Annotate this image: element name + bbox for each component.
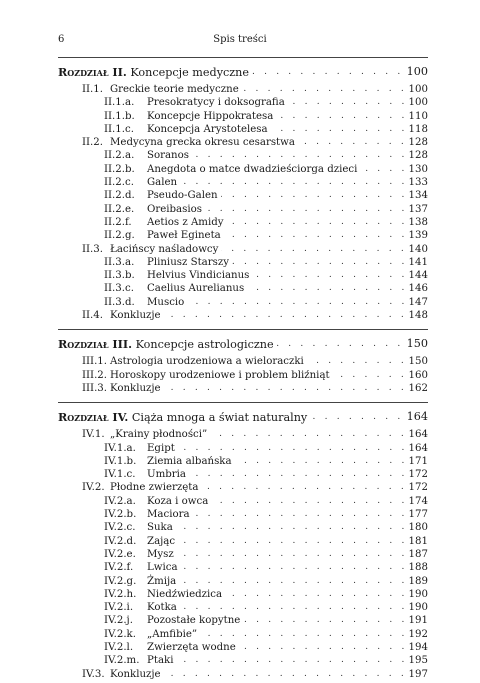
toc-section[interactable] xyxy=(58,243,428,256)
entry-code: IV.2.c. xyxy=(104,522,136,534)
entry-code: III.1. xyxy=(82,356,108,368)
entry-code: IV.2.f. xyxy=(104,562,134,574)
entry-page-number: 100 xyxy=(406,96,428,109)
entry-code: IV.2.k. xyxy=(104,628,136,640)
toc-subsection[interactable] xyxy=(58,229,428,242)
chapter-page-number: 150 xyxy=(404,336,428,352)
toc-subsection[interactable] xyxy=(58,163,428,176)
entry-code: III.2. xyxy=(82,369,108,381)
entry-title: Greckie teorie medyczne xyxy=(110,83,242,96)
toc-section[interactable] xyxy=(58,428,428,441)
chapter-heading xyxy=(58,409,310,426)
entry-page-number: 177 xyxy=(406,508,428,521)
toc-chapter[interactable] xyxy=(58,336,428,352)
toc-subsection[interactable] xyxy=(58,508,428,521)
chapter-label: Rozdział IV. xyxy=(58,410,129,425)
dot-leader xyxy=(147,575,428,588)
toc-subsection[interactable] xyxy=(58,468,428,481)
entry-page-number: 194 xyxy=(406,641,428,654)
toc-section[interactable] xyxy=(58,369,428,382)
entry-title: Pliniusz Starszy xyxy=(147,256,232,269)
entry-code: II.3.d. xyxy=(104,296,135,308)
toc-subsection[interactable] xyxy=(58,189,428,202)
entry-code: IV.3. xyxy=(82,668,105,680)
entry-code: IV.2.m. xyxy=(104,655,140,667)
toc-subsection[interactable] xyxy=(58,654,428,667)
dot-leader xyxy=(147,535,428,548)
entry-code: II.2.e. xyxy=(104,203,135,215)
toc-section[interactable] xyxy=(58,136,428,149)
running-title: Spis treści xyxy=(213,34,267,45)
entry-code: II.1.b. xyxy=(104,110,135,122)
entry-page-number: 181 xyxy=(406,535,428,548)
chapter-label: Rozdział II. xyxy=(58,65,127,79)
entry-code: IV.2.b. xyxy=(104,509,137,521)
toc-section[interactable] xyxy=(58,382,428,395)
entry-page-number: 195 xyxy=(406,654,428,667)
entry-page-number: 146 xyxy=(406,282,428,295)
entry-code: IV.2.i. xyxy=(104,602,134,614)
dot-leader xyxy=(147,561,428,574)
toc-subsection[interactable] xyxy=(58,614,428,627)
dot-leader xyxy=(147,296,428,309)
entry-page-number: 118 xyxy=(406,123,428,136)
entry-code: IV.2.j. xyxy=(104,615,133,627)
entry-page-number: 164 xyxy=(406,428,428,441)
chapter-page-number: 164 xyxy=(404,409,428,425)
entry-page-number: 197 xyxy=(406,668,428,681)
entry-title: Mysz xyxy=(147,548,177,561)
toc-subsection[interactable] xyxy=(58,455,428,468)
entry-code: II.2.b. xyxy=(104,163,135,175)
entry-title: Koza i owca xyxy=(147,495,211,508)
entry-page-number: 187 xyxy=(406,548,428,561)
chapter-title: Koncepcje medyczne xyxy=(130,66,249,79)
entry-title: Maciora xyxy=(147,508,193,521)
entry-code: II.1.c. xyxy=(104,123,134,135)
entry-title: Zając xyxy=(147,535,178,548)
toc-subsection[interactable] xyxy=(58,216,428,229)
entry-page-number: 147 xyxy=(406,296,428,309)
chapter-heading xyxy=(58,336,277,353)
entry-page-number: 148 xyxy=(406,309,428,322)
entry-page-number: 174 xyxy=(406,495,428,508)
entry-page-number: 172 xyxy=(406,481,428,494)
entry-code: II.2.g. xyxy=(104,230,135,242)
entry-title: Koncepcje Hippokratesa xyxy=(147,110,276,123)
toc-chapter[interactable] xyxy=(58,409,428,425)
chapter-title: Koncepcje astrologiczne xyxy=(135,338,274,352)
entry-page-number: 138 xyxy=(406,216,428,229)
toc-subsection[interactable] xyxy=(58,282,428,295)
entry-code: II.2.c. xyxy=(104,177,134,189)
entry-title: Żmija xyxy=(147,575,179,588)
entry-title: Koncepcja Arystotelesa xyxy=(147,123,271,136)
toc-subsection[interactable] xyxy=(58,149,428,162)
page-number: 6 xyxy=(58,34,65,45)
dot-leader xyxy=(147,601,428,614)
entry-title: Helvius Vindicianus xyxy=(147,269,252,282)
entry-code: IV.2.e. xyxy=(104,548,136,560)
toc-subsection[interactable] xyxy=(58,269,428,282)
entry-code: IV.2.d. xyxy=(104,535,137,547)
entry-code: II.2. xyxy=(82,137,104,149)
entry-code: II.2.a. xyxy=(104,150,135,162)
entry-code: IV.2.l. xyxy=(104,641,134,653)
chapter-label: Rozdział III. xyxy=(58,337,133,352)
entry-title: Horoskopy urodzeniowe i problem bliźniąt xyxy=(110,369,333,382)
toc-subsection[interactable] xyxy=(58,110,428,123)
toc-subsection[interactable] xyxy=(58,588,428,601)
entry-page-number: 192 xyxy=(406,628,428,641)
entry-page-number: 191 xyxy=(406,614,428,627)
entry-title: Konkluzje xyxy=(110,668,164,681)
toc-section[interactable] xyxy=(58,481,428,494)
entry-page-number: 110 xyxy=(406,110,428,123)
entry-code: II.1. xyxy=(82,84,104,95)
chapter-title: Ciąża mnoga a świat naturalny xyxy=(131,411,308,425)
entry-title: Zwierzęta wodne xyxy=(147,641,239,654)
entry-title: Aetios z Amidy xyxy=(147,216,227,229)
toc-subsection[interactable] xyxy=(58,641,428,654)
toc-subsection[interactable] xyxy=(58,203,428,216)
entry-page-number: 180 xyxy=(406,521,428,534)
chapter-page-number: 100 xyxy=(404,64,428,80)
entry-title: Łacińscy naśladowcy xyxy=(110,243,221,256)
entry-page-number: 188 xyxy=(406,561,428,574)
toc-subsection[interactable] xyxy=(58,535,428,548)
toc-subsection[interactable] xyxy=(58,176,428,189)
chapter-heading xyxy=(58,64,252,81)
entry-page-number: 100 xyxy=(406,83,428,96)
entry-page-number: 133 xyxy=(406,176,428,189)
entry-code: II.3.a. xyxy=(104,256,135,268)
toc-subsection[interactable] xyxy=(58,296,428,309)
section-divider xyxy=(58,329,428,330)
toc-subsection[interactable] xyxy=(58,575,428,588)
entry-code: II.2.f. xyxy=(104,216,132,228)
entry-title: Suka xyxy=(147,521,176,534)
entry-code: II.3.b. xyxy=(104,270,135,282)
entry-page-number: 190 xyxy=(406,588,428,601)
toc-section[interactable] xyxy=(58,309,428,322)
entry-title: Oreibasios xyxy=(147,203,205,216)
toc-subsection[interactable] xyxy=(58,521,428,534)
entry-page-number: 164 xyxy=(406,442,428,455)
toc-subsection[interactable] xyxy=(58,123,428,136)
entry-title: Pozostałe kopytne xyxy=(147,614,243,627)
toc-subsection[interactable] xyxy=(58,495,428,508)
entry-title: Anegdota o matce dwadzieściorga dzieci xyxy=(147,163,360,176)
entry-code: IV.2.g. xyxy=(104,575,137,587)
entry-page-number: 141 xyxy=(406,256,428,269)
entry-title: Muscio xyxy=(147,296,187,309)
entry-title: Galen xyxy=(147,176,180,189)
entry-title: Soranos xyxy=(147,149,192,162)
dot-leader xyxy=(147,176,428,189)
section-divider xyxy=(58,402,428,403)
entry-page-number: 171 xyxy=(406,455,428,468)
entry-page-number: 137 xyxy=(406,203,428,216)
entry-title: Niedźwiedzica xyxy=(147,588,225,601)
entry-title: Caelius Aurelianus xyxy=(147,282,247,295)
entry-title: „Krainy płodności” xyxy=(110,428,210,441)
entry-page-number: 150 xyxy=(406,355,428,368)
entry-title: Paweł Egineta xyxy=(147,229,224,242)
entry-page-number: 140 xyxy=(406,243,428,256)
entry-code: II.1.a. xyxy=(104,97,135,109)
entry-page-number: 190 xyxy=(406,601,428,614)
entry-page-number: 160 xyxy=(406,369,428,382)
toc-subsection[interactable] xyxy=(58,601,428,614)
entry-code: IV.2.h. xyxy=(104,588,137,600)
entry-code: IV.1.c. xyxy=(104,469,136,481)
entry-code: II.4. xyxy=(82,310,104,322)
entry-page-number: 172 xyxy=(406,468,428,481)
entry-title: Pseudo-Galen xyxy=(147,189,221,202)
toc-section[interactable] xyxy=(58,83,428,96)
entry-code: IV.1.a. xyxy=(104,442,136,454)
toc-subsection[interactable] xyxy=(58,256,428,269)
entry-title: Ptaki xyxy=(147,654,176,667)
toc-subsection[interactable] xyxy=(58,96,428,109)
entry-title: Konkluzje xyxy=(110,382,164,395)
entry-page-number: 189 xyxy=(406,575,428,588)
entry-page-number: 162 xyxy=(406,382,428,395)
entry-page-number: 130 xyxy=(406,163,428,176)
entry-code: IV.2.a. xyxy=(104,495,136,507)
entry-title: Kotka xyxy=(147,601,180,614)
running-header xyxy=(58,34,422,48)
entry-page-number: 134 xyxy=(406,189,428,202)
entry-code: IV.1.b. xyxy=(104,455,137,467)
entry-code: IV.1. xyxy=(82,429,105,441)
entry-title: Presokratycy i doksografia xyxy=(147,96,288,109)
entry-title: Płodne zwierzęta xyxy=(110,481,201,494)
table-of-contents xyxy=(58,57,428,681)
toc-subsection[interactable] xyxy=(58,561,428,574)
dot-leader xyxy=(147,521,428,534)
entry-page-number: 144 xyxy=(406,269,428,282)
entry-page-number: 128 xyxy=(406,149,428,162)
dot-leader xyxy=(147,468,428,481)
toc-section[interactable] xyxy=(58,355,428,368)
entry-title: Lwica xyxy=(147,561,181,574)
dot-leader xyxy=(147,654,428,667)
entry-code: II.3. xyxy=(82,243,104,255)
toc-subsection[interactable] xyxy=(58,548,428,561)
toc-chapter[interactable] xyxy=(58,64,428,80)
entry-title: Egipt xyxy=(147,442,178,455)
entry-page-number: 139 xyxy=(406,229,428,242)
entry-title: Ziemia albańska xyxy=(147,455,235,468)
toc-section[interactable] xyxy=(58,668,428,681)
entry-code: II.3.c. xyxy=(104,283,134,295)
toc-subsection[interactable] xyxy=(58,442,428,455)
dot-leader xyxy=(147,548,428,561)
entry-code: IV.2. xyxy=(82,482,105,494)
dot-leader xyxy=(147,442,428,455)
entry-code: III.3. xyxy=(82,382,108,394)
entry-page-number: 128 xyxy=(406,136,428,149)
entry-title: Astrologia urodzeniowa a wieloraczki xyxy=(110,355,307,368)
toc-subsection[interactable] xyxy=(58,628,428,641)
entry-code: II.2.d. xyxy=(104,190,135,202)
entry-title: Konkluzje xyxy=(110,309,164,322)
entry-title: „Amfibie” xyxy=(147,628,200,641)
entry-title: Umbria xyxy=(147,468,189,481)
entry-title: Medycyna grecka okresu cesarstwa xyxy=(110,136,298,149)
section-divider xyxy=(58,57,428,58)
